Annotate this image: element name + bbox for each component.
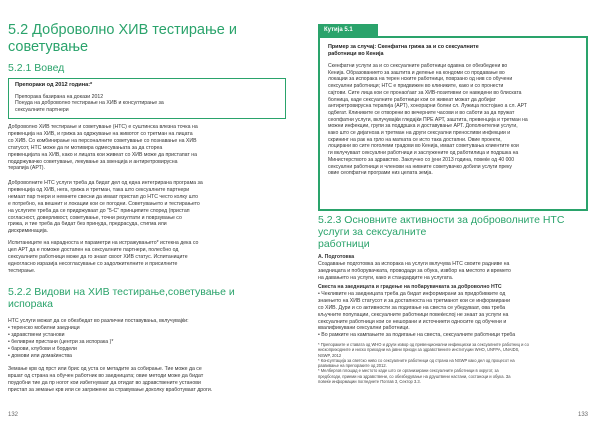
text-line: Министерството за здравство. Заклучно со јуни 2013 година, повеќе од 40 000 xyxy=(328,156,515,163)
text-line: е потребно, на вешнит и локации кои се погодни. Советувањето и тестирањето xyxy=(8,200,200,207)
text-line: терапија (АРТ). xyxy=(8,165,45,172)
text-line: поудобни тие да пр ногот кои избегнуваат да отидат во здравствените установи xyxy=(8,379,201,386)
case-study-title xyxy=(328,44,578,58)
footnote-line: * Препораките и ставата од WHO и други извор од превенционални инфекциски за сексуалните работниц и со xyxy=(318,342,529,347)
text-line: едногласно изразија несогласување со задолжителните и присилните xyxy=(8,260,178,267)
list-intro: НТС услуги можат да се обезбедат во различни поставувања, вклучувајќи: xyxy=(8,318,189,324)
paragraph-research xyxy=(8,240,288,275)
page-title-line1: 5.2 Доброволно ХИВ тестирање и xyxy=(8,22,237,38)
text-line: заедницата и поборувачката, проводади за обука, извбор на местото и времето xyxy=(318,267,511,274)
section-heading-core-activities xyxy=(318,214,588,250)
text-line: кључните популации, сексуалните работници повеќеслој не знаат за услуги на xyxy=(318,311,509,318)
text-line: сексуалните работници кои се нешорани и источниети односите од обучени и xyxy=(318,318,507,325)
list-item: • домови или домаќинства xyxy=(8,352,72,359)
text-line: на услугите треба да се придржуваат до "5-С" принципите според (пристап xyxy=(8,207,190,214)
text-line: тестирање. xyxy=(8,267,36,274)
text-line: статусот, НТС може да ги мотивира одмесувањата за да стореа xyxy=(8,144,163,151)
paragraph-testing-methods xyxy=(8,366,288,394)
page-number-left: 132 xyxy=(8,412,19,418)
text-line: како што се дијагноза и третман на други сексуални преносливи инфекции и xyxy=(328,130,511,137)
section-heading-core-activities-line2: услуги за сексуалните xyxy=(318,226,427,238)
text-line: немаат пар тнери и немнете свесни да имаат пристап до НТС често колку што xyxy=(8,193,199,200)
text-line: вршат од страна на обучен работник во заедницата; овие методи може да бидат xyxy=(8,372,204,379)
recommendations-box-line: сексуалните партнери xyxy=(15,107,69,114)
text-line: скрининг на рак на грло на матката се исто така достапни. Овие проекти, xyxy=(328,136,502,143)
footnotes xyxy=(318,342,590,384)
text-line: сајтови. Сите лица кои се пронаоѓаат за ХИВ-позитивни се наведени во блиската xyxy=(328,89,522,96)
delivery-settings-list xyxy=(8,318,288,359)
text-line: на давањето на услуги, како и стандардите на услугата. xyxy=(318,274,454,281)
text-line: антиретровирусна терапија (АРТ), хонорарни болни сл. Лужица постојано а сл. АРТ xyxy=(328,103,527,110)
footnote-line: повеќе информации погледнете Поглав 3, Сектор 3.3. xyxy=(318,379,421,385)
section-heading-introduction: 5.2.1 Вовед xyxy=(8,62,65,74)
text-line: поддржувачко советување, лекување за ѕвенција и антиретровирусна xyxy=(8,158,178,165)
text-line: ги вклучуваат сексуални работници и заслужените од работилица и подршка на xyxy=(328,150,519,157)
text-line: пристап за земање крв или се загрижени за стравување доколку вработуваат дроги. xyxy=(8,386,213,393)
list-item: • барови, клубови и бордели xyxy=(8,345,77,352)
subsection-community-awareness xyxy=(318,284,590,339)
page-number-right: 133 xyxy=(578,412,589,418)
text-line: цел АРТ да е поможе достапен на сексуалните партнери, полесбно од xyxy=(8,246,179,253)
text-line: превенцијата на ХИВ, како и лицата кои живеат со ХИВ може да пристапат на xyxy=(8,151,197,158)
text-line: Доброволните НТС услуги треба да бидат дел од една интегрирана програма за xyxy=(8,180,203,186)
text-line: лоцирани во сите поголеми градови во Кенија, имаат советувања клиентите кои xyxy=(328,143,519,150)
list-item: • беливрни пристани (центри за испорака )* xyxy=(8,338,114,345)
list-item: • Чекливите на заедницата треба да бидат информирани за придобивките од xyxy=(318,290,506,297)
paragraph-intro xyxy=(8,124,288,172)
footnote-line: * Консултација за светско ниво со сексуалните работници од страна на NSWP како дел од процесот на xyxy=(318,357,515,363)
recommendations-box-title: Препораки од 2012 година:* xyxy=(15,82,93,88)
list-item: • теренско мобилни заедници xyxy=(8,324,80,331)
case-study-title-line1: Пример за случај: Скенфатна грижа за и со сексуалните xyxy=(328,44,479,50)
recommendations-box xyxy=(8,78,286,119)
case-study-tab: Кутија 5.1 xyxy=(318,24,378,36)
list-item: • Во рамките на кампањите за подигање на свеста, сексуалните работници треба xyxy=(318,332,516,339)
text-line: со ХИВ. Со комбинирање на персоналните советување со познавање на ХИВ xyxy=(8,137,197,144)
text-line: Кенија. Образованието за заштита и делење на кондоми со продавање во xyxy=(328,69,505,76)
text-line: одбегат. Клиниките се отворени во вечерните часови и во саботи за да пружат xyxy=(328,109,515,116)
text-line: локации за испорака на терен нските работници, поврзано од нив со обучени xyxy=(328,76,513,83)
paragraph-services xyxy=(8,180,288,235)
text-line: согласност, доверливост, советување, точни резултати и поврзување со xyxy=(8,214,182,221)
text-line: овие сеопфатни програми низ целата земја. xyxy=(328,170,433,177)
text-line: грижа, и тие треба да бидат без принуда, предрасуда, стигма или xyxy=(8,221,167,228)
footnote-line: * Мелбергов площад е местото каде што се организирани сексуалните работници в округот, за xyxy=(318,368,499,374)
text-line: квалификувани сексуални работници. xyxy=(318,325,410,332)
text-line: Испитаниците на нарадноста и параметри на истражувањето* истекна дека со xyxy=(8,240,199,246)
text-line: Земање крв од прст или брис од уста се метадите за собирање. Тие може да се xyxy=(8,366,202,372)
text-line: можни инфекции, групи за поддршка и доставување АРТ. Дополнителни услуги, xyxy=(328,123,518,130)
text-line: сексуални работници и членови на нивните советувачко добили услуги преку xyxy=(328,163,512,170)
text-line: превенција од ХИВ, нега, грижа и третман, така што сексуалните партнери xyxy=(8,186,190,193)
footnote-line: предбогоди, приеми на здравствени, со обезбедување на друштвени настани, состаноци и обука. За xyxy=(318,373,511,379)
footnote-line: NSWP, 2012 xyxy=(318,352,342,358)
subsection-preparation xyxy=(318,254,590,282)
page-title xyxy=(8,22,288,56)
text-line: Доброволно ХИВ тестирање и советување (НТС) е суштинска влезна точка на xyxy=(8,124,198,130)
subsection-heading: А. Подготовка xyxy=(318,254,355,260)
text-line: Скенфатни услуги за и со сексуалните работници одавна се обезбедени во xyxy=(328,63,508,69)
subsection-heading: Свеста на заедницата и градење на побарувачката за доброволно НТС xyxy=(318,284,502,290)
text-line: сексуални работници; НТС е придвижен во клиниките, како и со пронести xyxy=(328,83,504,90)
case-study-box xyxy=(318,36,588,211)
text-line: превенција на ХИВ, и грижа за одржување на животот со третман на лицата xyxy=(8,130,193,137)
text-line: дискриминација. xyxy=(8,228,49,235)
section-heading-types xyxy=(8,286,235,310)
text-line: сеопфатни услуги, вклучувајќи гледајќи ПРЕ АРТ, заштита, превенција и третман на xyxy=(328,116,528,123)
footnote-line: нископриходните и ниско приходни на јавни приоди за здравствените институции WHO, UNFPA, UNAIDS, xyxy=(318,347,520,353)
text-line: знаењето на ХИВ статусот и за достапноста на третманот кои се информирани xyxy=(318,297,511,304)
text-line: болница, каде сексуалните работници кои се живеат можат да добијат xyxy=(328,96,496,103)
case-study-title-line2: работници во Кенија xyxy=(328,51,384,57)
section-heading-types-line1: 5.2.2 Видови на ХИВ тестирање,советување и xyxy=(8,286,235,298)
list-item: • здравствени установи xyxy=(8,331,65,338)
recommendations-box-line: Понуда на доброволно тестирање на ХИВ и консултирање за xyxy=(15,100,164,107)
page-title-line2: советување xyxy=(8,39,89,55)
recommendations-box-line: Препорака базирана на докази 2012 xyxy=(15,93,104,100)
section-heading-core-activities-line3: работници xyxy=(318,238,370,250)
section-heading-types-line2: испорака xyxy=(8,298,53,310)
section-heading-core-activities-line1: 5.2.3 Основните активности за доброволните НТС xyxy=(318,214,565,226)
text-line: со ХИВ. Дури и со активности за подигање на свеста се убедуваат, ова треба xyxy=(318,304,506,311)
text-line: сексуалните работници може да го знаат своот ХИВ статус. Испитаниците xyxy=(8,253,188,260)
footnote-line: развивање на препораките од 2012. xyxy=(318,363,387,369)
text-line: Создавање подготовка за испорака на услуги вклучува НТС своите радниве на xyxy=(318,260,510,267)
